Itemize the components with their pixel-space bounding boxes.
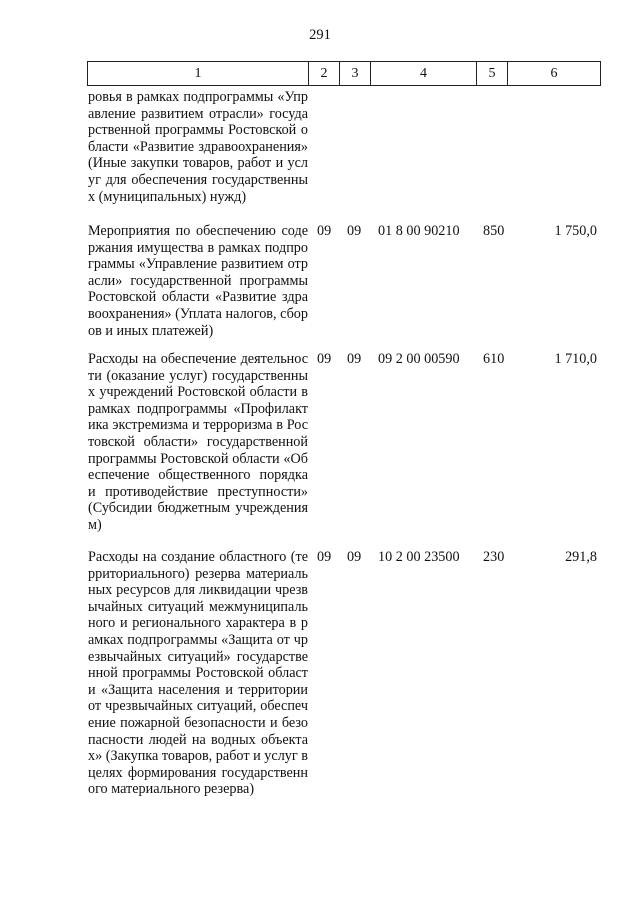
row-section: 09 xyxy=(317,223,332,239)
row-subsection: 09 xyxy=(347,351,362,367)
row-expense-type: 230 xyxy=(483,549,505,565)
table-header-row xyxy=(88,62,601,86)
row-section: 09 xyxy=(317,549,332,565)
page-number: 291 xyxy=(309,27,331,43)
row-sum: 1 750,0 xyxy=(554,223,597,239)
row-description: Расходы на обеспечение деятельности (оказание услуг) государственных учреждений Ростовской области в рамках подпрограммы «Профилактика экстремизма и терроризма в Ростовской области» государственной программы Ростовской области «Обеспечение общественного порядка и противодействие преступности» (Субсидии бюджетным учреждениям) xyxy=(88,351,308,533)
row-description: Мероприятия по обеспечению содержания имущества в рамках подпрограммы «Управление развитием отрасли» государственной программы Ростовской области «Развитие здравоохранения» (Уплата налогов, сборов и иных платежей) xyxy=(88,223,308,339)
row-subsection: 09 xyxy=(347,223,362,239)
row-description: Расходы на создание областного (территориального) резерва материальных ресурсов для ликвидации чрезвычайных ситуаций межмуниципального и регионального характера в рамках подпрограммы «Защита от чрезвычайных ситуаций» государственной программы Ростовской области «Защита населения и территории от чрезвычайных ситуаций, обеспечение пожарной безопасности и безопасности людей на водных объектах» (Закупка товаров, работ и услуг в целях формирования государственного материального резерва) xyxy=(88,549,308,798)
row-description: ровья в рамках подпрограммы «Управление развитием отрасли» государственной программы Ростовской области «Развитие здравоохранения» (Иные закупки товаров, работ и услуг для обеспечения государственных (муниципальных) нужд) xyxy=(88,89,308,205)
column-header-1: 1 xyxy=(88,62,309,86)
row-expense-type: 610 xyxy=(483,351,505,367)
row-section: 09 xyxy=(317,351,332,367)
column-header-4: 4 xyxy=(371,62,477,86)
row-target-code: 09 2 00 00590 xyxy=(378,351,460,367)
column-header-3: 3 xyxy=(340,62,371,86)
column-header-6: 6 xyxy=(508,62,601,86)
row-target-code: 10 2 00 23500 xyxy=(378,549,460,565)
row-sum: 291,8 xyxy=(565,549,597,565)
row-subsection: 09 xyxy=(347,549,362,565)
row-target-code: 01 8 00 90210 xyxy=(378,223,460,239)
column-header-2: 2 xyxy=(309,62,340,86)
row-expense-type: 850 xyxy=(483,223,505,239)
row-sum: 1 710,0 xyxy=(554,351,597,367)
column-header-5: 5 xyxy=(477,62,508,86)
table-header xyxy=(87,61,601,86)
